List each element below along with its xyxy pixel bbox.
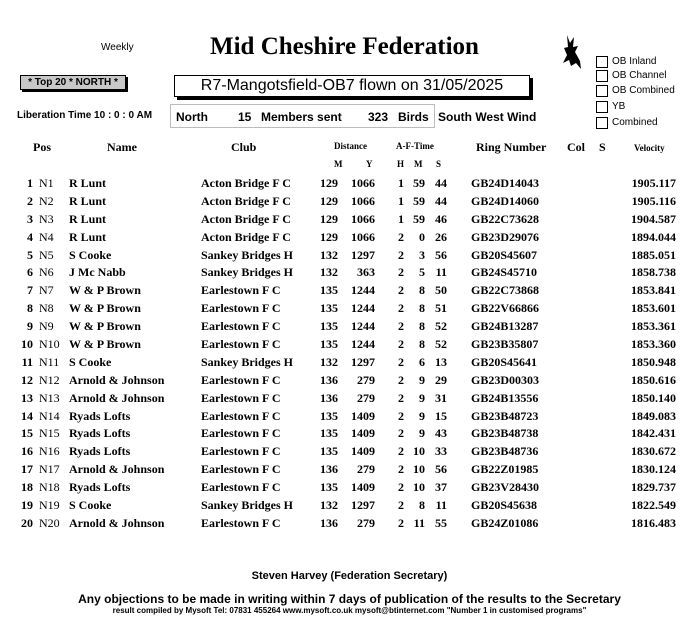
hours-cell: 2 — [398, 337, 404, 352]
section-pos-cell: N2 — [39, 193, 54, 208]
club-cell: Earlestown F C — [201, 480, 281, 495]
pos-cell: 8 — [27, 301, 33, 316]
seconds-cell: 43 — [435, 426, 447, 441]
distance-miles-cell: 129 — [320, 211, 338, 226]
name-cell: Arnold & Johnson — [69, 515, 165, 530]
ring-number-cell: GB24B13287 — [471, 319, 539, 334]
pos-cell: 2 — [27, 193, 33, 208]
distance-miles-cell: 135 — [320, 337, 338, 352]
minutes-cell: 8 — [419, 283, 425, 298]
table-row — [0, 497, 699, 515]
ring-number-cell: GB22C73868 — [471, 283, 540, 298]
table-row — [0, 479, 699, 497]
ring-number-cell: GB22Z01985 — [471, 462, 539, 477]
hours-cell: 2 — [398, 265, 404, 280]
distance-yards-cell: 1297 — [351, 354, 375, 369]
minutes-cell: 10 — [413, 480, 425, 495]
velocity-cell: 1816.483 — [631, 515, 676, 530]
section-pos-cell: N3 — [39, 211, 54, 226]
seconds-cell: 33 — [435, 444, 447, 459]
section-pos-cell: N17 — [39, 462, 60, 477]
velocity-cell: 1850.140 — [631, 390, 676, 405]
section-pos-cell: N6 — [39, 265, 54, 280]
club-cell: Sankey Bridges H — [201, 247, 294, 262]
table-row — [0, 175, 699, 193]
section-pos-cell: N4 — [39, 229, 54, 244]
table-row — [0, 282, 699, 300]
distance-yards-cell: 1244 — [351, 337, 375, 352]
name-cell: W & P Brown — [69, 337, 141, 352]
minutes-cell: 8 — [419, 301, 425, 316]
minutes-cell: 8 — [419, 319, 425, 334]
ring-number-cell: GB23B48736 — [471, 444, 539, 459]
name-cell: S Cooke — [69, 354, 112, 369]
section-pos-cell: N5 — [39, 247, 54, 262]
seconds-cell: 55 — [435, 515, 447, 530]
hours-cell: 2 — [398, 229, 404, 244]
wind-label: South West Wind — [438, 110, 537, 124]
table-row — [0, 354, 699, 372]
section-pos-cell: N20 — [39, 515, 60, 530]
section-pos-cell: N19 — [39, 498, 60, 513]
velocity-cell: 1853.360 — [631, 337, 676, 352]
pos-cell: 12 — [21, 372, 33, 387]
distance-miles-cell: 129 — [320, 176, 338, 190]
results-table — [0, 175, 699, 533]
hours-cell: 2 — [398, 372, 404, 387]
table-row — [0, 408, 699, 426]
pos-cell: 16 — [21, 444, 33, 459]
distance-yards-cell: 1244 — [351, 319, 375, 334]
hours-cell: 2 — [398, 408, 404, 423]
secretary-line: Steven Harvey (Federation Secretary) — [251, 570, 448, 582]
combined-label: Combined — [612, 117, 658, 128]
ob-channel-checkbox[interactable] — [596, 70, 608, 82]
hours-cell: 2 — [398, 390, 404, 405]
section-pos-cell: N7 — [39, 283, 54, 298]
ring-number-cell: GB24D14060 — [471, 193, 540, 208]
section-pos-cell: N16 — [39, 444, 60, 459]
hours-cell: 1 — [398, 176, 404, 190]
distance-miles-cell: 132 — [320, 247, 338, 262]
minutes-cell: 10 — [413, 444, 425, 459]
section-pos-cell: N13 — [39, 390, 60, 405]
minutes-cell: 6 — [419, 354, 425, 369]
ob-channel-label: OB Channel — [612, 70, 667, 81]
table-row — [0, 372, 699, 390]
minutes-cell: 9 — [419, 426, 425, 441]
hours-cell: 2 — [398, 444, 404, 459]
name-cell: R Lunt — [69, 193, 107, 208]
ob-inland-checkbox[interactable] — [596, 56, 608, 68]
minutes-cell: 59 — [413, 193, 425, 208]
distance-miles-cell: 136 — [320, 515, 338, 530]
distance-miles-cell: 132 — [320, 498, 338, 513]
distance-miles-cell: 132 — [320, 265, 338, 280]
section-pos-cell: N18 — [39, 480, 60, 495]
name-cell: Arnold & Johnson — [69, 372, 165, 387]
name-cell: S Cooke — [69, 247, 112, 262]
hours-cell: 2 — [398, 319, 404, 334]
club-cell: Earlestown F C — [201, 301, 281, 316]
col-velocity: Velocity — [634, 143, 665, 153]
name-cell: Ryads Lofts — [69, 444, 131, 459]
distance-miles-cell: 135 — [320, 301, 338, 316]
bird-icon — [561, 34, 583, 70]
hours-cell: 2 — [398, 515, 404, 530]
seconds-cell: 31 — [435, 390, 447, 405]
table-row — [0, 336, 699, 354]
distance-miles-cell: 135 — [320, 444, 338, 459]
section-pos-cell: N15 — [39, 426, 60, 441]
seconds-cell: 15 — [435, 408, 447, 423]
seconds-cell: 29 — [435, 372, 447, 387]
ring-number-cell: GB24S45710 — [471, 265, 538, 280]
minutes-cell: 8 — [419, 337, 425, 352]
ring-number-cell: GB20S45607 — [471, 247, 538, 262]
velocity-cell: 1830.124 — [631, 462, 676, 477]
velocity-cell: 1853.841 — [631, 283, 676, 298]
club-cell: Earlestown F C — [201, 372, 281, 387]
pos-cell: 11 — [21, 354, 33, 369]
pos-cell: 4 — [27, 229, 33, 244]
name-cell: Arnold & Johnson — [69, 462, 165, 477]
velocity-cell: 1905.116 — [631, 193, 676, 208]
ring-number-cell: GB23D29076 — [471, 229, 540, 244]
minutes-cell: 59 — [413, 176, 425, 190]
name-cell: W & P Brown — [69, 319, 141, 334]
velocity-cell: 1894.044 — [631, 229, 676, 244]
pos-cell: 19 — [21, 498, 33, 513]
col-aftime: A-F-Time — [396, 141, 434, 151]
velocity-cell: 1842.431 — [631, 426, 676, 441]
distance-miles-cell: 135 — [320, 408, 338, 423]
seconds-cell: 46 — [435, 211, 447, 226]
name-cell: R Lunt — [69, 229, 107, 244]
hours-cell: 2 — [398, 462, 404, 477]
distance-yards-cell: 1409 — [351, 408, 375, 423]
col-ring: Ring Number — [476, 140, 547, 154]
seconds-cell: 51 — [435, 301, 447, 316]
club-cell: Earlestown F C — [201, 462, 281, 477]
table-row — [0, 229, 699, 247]
club-cell: Earlestown F C — [201, 408, 281, 423]
ring-number-cell: GB23B48723 — [471, 408, 539, 423]
table-row — [0, 461, 699, 479]
ring-number-cell: GB23D00303 — [471, 372, 540, 387]
club-cell: Earlestown F C — [201, 444, 281, 459]
velocity-cell: 1850.948 — [631, 354, 676, 369]
table-row — [0, 264, 699, 282]
table-row — [0, 515, 699, 533]
velocity-cell: 1849.083 — [631, 408, 676, 423]
name-cell: W & P Brown — [69, 301, 141, 316]
club-cell: Acton Bridge F C — [201, 211, 291, 226]
seconds-cell: 44 — [435, 176, 447, 190]
col-seconds: S — [436, 159, 442, 169]
seconds-cell: 11 — [435, 498, 447, 513]
distance-miles-cell: 136 — [320, 372, 338, 387]
hours-cell: 2 — [398, 480, 404, 495]
pos-cell: 14 — [21, 408, 33, 423]
distance-yards-cell: 1066 — [351, 211, 375, 226]
table-row — [0, 443, 699, 461]
name-cell: J Mc Nabb — [69, 265, 126, 280]
pos-cell: 10 — [21, 337, 33, 352]
name-cell: R Lunt — [69, 176, 107, 190]
name-cell: S Cooke — [69, 498, 112, 513]
pos-cell: 5 — [27, 247, 33, 262]
pos-cell: 7 — [27, 283, 33, 298]
pos-cell: 6 — [27, 265, 33, 280]
col-sex: S — [599, 140, 606, 154]
minutes-cell: 9 — [419, 390, 425, 405]
minutes-cell: 0 — [419, 229, 425, 244]
velocity-cell: 1829.737 — [631, 480, 676, 495]
minutes-cell: 5 — [419, 265, 425, 280]
club-cell: Sankey Bridges H — [201, 498, 294, 513]
distance-miles-cell: 136 — [320, 390, 338, 405]
ring-number-cell: GB24Z01086 — [471, 515, 539, 530]
hours-cell: 1 — [398, 211, 404, 226]
section-pos-cell: N11 — [39, 354, 60, 369]
distance-miles-cell: 135 — [320, 283, 338, 298]
distance-miles-cell: 135 — [320, 480, 338, 495]
birds-count: 323 — [368, 110, 389, 124]
liberation-time: Liberation Time 10 : 0 : 0 AM — [17, 110, 153, 121]
col-name: Name — [107, 140, 137, 154]
distance-miles-cell: 135 — [320, 319, 338, 334]
race-title-box: R7-Mangotsfield-OB7 flown on 31/05/2025 — [174, 75, 530, 97]
section-pos-cell: N1 — [39, 176, 54, 190]
compiled-by-line: result compiled by Mysoft Tel: 07831 455264 www.mysoft.co.uk mysoft@btinternet.com "Number 1 in customised programs" — [112, 606, 587, 615]
pos-cell: 3 — [27, 211, 33, 226]
ring-number-cell: GB24B13556 — [471, 390, 539, 405]
col-hours: H — [397, 159, 405, 169]
distance-yards-cell: 363 — [357, 265, 375, 280]
minutes-cell: 10 — [413, 462, 425, 477]
ring-number-cell: GB23B48738 — [471, 426, 539, 441]
club-cell: Acton Bridge F C — [201, 193, 291, 208]
distance-miles-cell: 129 — [320, 229, 338, 244]
minutes-cell: 59 — [413, 211, 425, 226]
distance-miles-cell: 136 — [320, 462, 338, 477]
distance-miles-cell: 135 — [320, 426, 338, 441]
table-row — [0, 425, 699, 443]
section-pos-cell: N10 — [39, 337, 60, 352]
distance-miles-cell: 129 — [320, 193, 338, 208]
members-label: Members sent — [261, 110, 342, 124]
table-row — [0, 193, 699, 211]
pos-cell: 15 — [21, 426, 33, 441]
col-dist-yards: Y — [366, 159, 373, 169]
seconds-cell: 37 — [435, 480, 447, 495]
seconds-cell: 13 — [435, 354, 447, 369]
hours-cell: 1 — [398, 193, 404, 208]
section-label: North — [176, 110, 208, 124]
members-count: 15 — [238, 110, 252, 124]
hours-cell: 2 — [398, 426, 404, 441]
seconds-cell: 56 — [435, 247, 447, 262]
ring-number-cell: GB24D14043 — [471, 176, 540, 190]
club-cell: Earlestown F C — [201, 337, 281, 352]
name-cell: Ryads Lofts — [69, 426, 131, 441]
top20-badge: * Top 20 * NORTH * — [20, 75, 126, 90]
distance-yards-cell: 279 — [357, 372, 375, 387]
minutes-cell: 9 — [419, 372, 425, 387]
distance-yards-cell: 1297 — [351, 498, 375, 513]
col-colour: Col — [567, 140, 585, 154]
hours-cell: 2 — [398, 283, 404, 298]
club-cell: Earlestown F C — [201, 283, 281, 298]
velocity-cell: 1850.616 — [631, 372, 676, 387]
seconds-cell: 11 — [435, 265, 447, 280]
seconds-cell: 52 — [435, 337, 447, 352]
name-cell: Arnold & Johnson — [69, 390, 165, 405]
yb-checkbox[interactable] — [596, 101, 608, 113]
section-pos-cell: N14 — [39, 408, 60, 423]
distance-yards-cell: 1297 — [351, 247, 375, 262]
seconds-cell: 26 — [435, 229, 447, 244]
ring-number-cell: GB20S45641 — [471, 354, 538, 369]
velocity-cell: 1858.738 — [631, 265, 676, 280]
table-row — [0, 300, 699, 318]
club-cell: Earlestown F C — [201, 515, 281, 530]
section-pos-cell: N12 — [39, 372, 60, 387]
birds-label: Birds — [398, 110, 429, 124]
velocity-cell: 1885.051 — [631, 247, 676, 262]
yb-label: YB — [612, 101, 626, 112]
distance-yards-cell: 1244 — [351, 283, 375, 298]
table-row — [0, 247, 699, 265]
col-pos: Pos — [33, 140, 51, 154]
distance-yards-cell: 1066 — [351, 193, 375, 208]
club-cell: Earlestown F C — [201, 426, 281, 441]
ring-number-cell: GB22C73628 — [471, 211, 540, 226]
club-cell: Earlestown F C — [201, 390, 281, 405]
ring-number-cell: GB22V66866 — [471, 301, 540, 316]
ob-combined-label: OB Combined — [612, 85, 675, 96]
ob-combined-checkbox[interactable] — [596, 85, 608, 97]
col-club: Club — [231, 140, 257, 154]
objections-notice: Any objections to be made in writing within 7 days of publication of the results to the Secretary — [78, 592, 621, 606]
pos-cell: 13 — [21, 390, 33, 405]
velocity-cell: 1904.587 — [631, 211, 676, 226]
table-row — [0, 390, 699, 408]
minutes-cell: 8 — [419, 498, 425, 513]
seconds-cell: 52 — [435, 319, 447, 334]
pos-cell: 9 — [27, 319, 33, 334]
name-cell: R Lunt — [69, 211, 107, 226]
distance-yards-cell: 1409 — [351, 426, 375, 441]
ring-number-cell: GB23V28430 — [471, 480, 540, 495]
minutes-cell: 3 — [419, 247, 425, 262]
col-dist-miles: M — [334, 159, 343, 169]
seconds-cell: 50 — [435, 283, 447, 298]
hours-cell: 2 — [398, 498, 404, 513]
distance-miles-cell: 132 — [320, 354, 338, 369]
name-cell: W & P Brown — [69, 283, 141, 298]
table-row — [0, 318, 699, 336]
velocity-cell: 1822.549 — [631, 498, 676, 513]
combined-checkbox[interactable] — [596, 117, 608, 129]
page-title: Mid Cheshire Federation — [210, 33, 479, 60]
club-cell: Acton Bridge F C — [201, 176, 291, 190]
ring-number-cell: GB23B35807 — [471, 337, 539, 352]
distance-yards-cell: 1409 — [351, 444, 375, 459]
distance-yards-cell: 279 — [357, 515, 375, 530]
club-cell: Earlestown F C — [201, 319, 281, 334]
section-pos-cell: N9 — [39, 319, 54, 334]
distance-yards-cell: 1066 — [351, 229, 375, 244]
ob-inland-label: OB Inland — [612, 56, 657, 67]
col-minutes: M — [414, 159, 423, 169]
club-cell: Acton Bridge F C — [201, 229, 291, 244]
velocity-cell: 1853.601 — [631, 301, 676, 316]
distance-yards-cell: 279 — [357, 462, 375, 477]
hours-cell: 2 — [398, 354, 404, 369]
col-distance: Distance — [334, 141, 367, 151]
velocity-cell: 1905.117 — [631, 176, 676, 190]
club-cell: Sankey Bridges H — [201, 354, 294, 369]
distance-yards-cell: 1409 — [351, 480, 375, 495]
ring-number-cell: GB20S45638 — [471, 498, 538, 513]
distance-yards-cell: 279 — [357, 390, 375, 405]
seconds-cell: 56 — [435, 462, 447, 477]
weekly-label: Weekly — [101, 42, 134, 53]
distance-yards-cell: 1244 — [351, 301, 375, 316]
pos-cell: 1 — [27, 176, 33, 190]
pos-cell: 17 — [21, 462, 33, 477]
section-pos-cell: N8 — [39, 301, 54, 316]
hours-cell: 2 — [398, 301, 404, 316]
club-cell: Sankey Bridges H — [201, 265, 294, 280]
distance-yards-cell: 1066 — [351, 176, 375, 190]
table-row — [0, 211, 699, 229]
hours-cell: 2 — [398, 247, 404, 262]
minutes-cell: 9 — [419, 408, 425, 423]
minutes-cell: 11 — [413, 515, 425, 530]
pos-cell: 20 — [21, 515, 33, 530]
velocity-cell: 1830.672 — [631, 444, 676, 459]
pos-cell: 18 — [21, 480, 33, 495]
seconds-cell: 44 — [435, 193, 447, 208]
name-cell: Ryads Lofts — [69, 480, 131, 495]
name-cell: Ryads Lofts — [69, 408, 131, 423]
velocity-cell: 1853.361 — [631, 319, 676, 334]
